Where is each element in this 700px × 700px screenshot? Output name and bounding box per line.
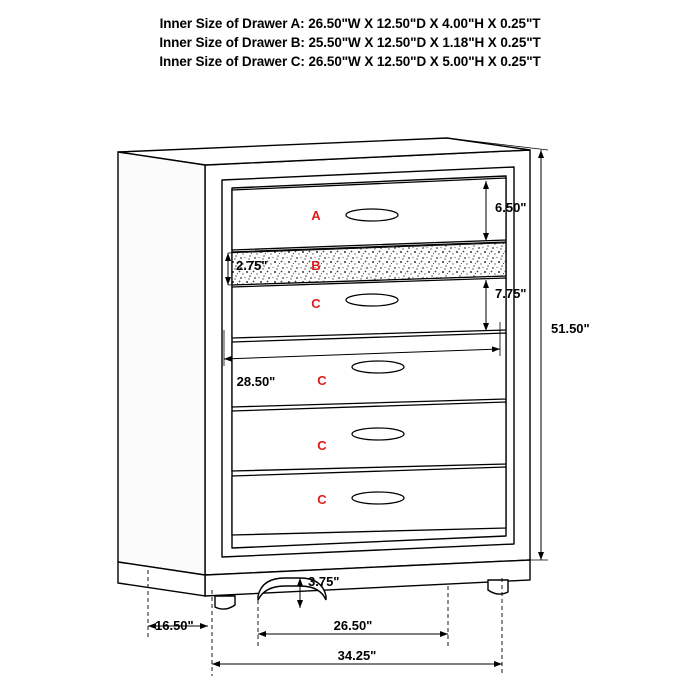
drawer-label-c2: C — [317, 373, 327, 388]
handle-c1 — [346, 294, 398, 306]
dim-text-drawer-a: 6.50" — [495, 200, 527, 215]
dim-text-base-width: 26.50" — [333, 618, 373, 633]
drawer-label-b: B — [311, 258, 321, 273]
spec-line-drawer-b: Inner Size of Drawer B: 25.50"W X 12.50"D X 1.18"H X 0.25"T — [159, 35, 541, 50]
spec-line-drawer-a: Inner Size of Drawer A: 26.50"W X 12.50"D X 4.00"H X 0.25"T — [159, 16, 541, 31]
drawer-label-c4: C — [317, 492, 327, 507]
spec-line-drawer-c: Inner Size of Drawer C: 26.50"W X 12.50"D X 5.00"H X 0.25"T — [159, 54, 541, 69]
drawer-fronts — [232, 178, 506, 535]
dim-text-drawer-width: 28.50" — [236, 374, 276, 389]
drawer-label-a: A — [311, 208, 321, 223]
dim-text-leg-height: 3.75" — [308, 574, 340, 589]
drawer-label-c3: C — [317, 438, 327, 453]
drawer-front-c1 — [232, 278, 506, 338]
handle-c3 — [352, 428, 404, 440]
dim-text-drawer-c: 7.75" — [495, 286, 527, 301]
handle-a — [346, 209, 398, 221]
dim-text-overall-height: 51.50" — [551, 321, 590, 336]
dim-text-drawer-b: 2.75" — [236, 258, 268, 273]
handle-c4 — [352, 492, 404, 504]
drawer-label-c1: C — [311, 296, 321, 311]
dim-text-overall-width: 34.25" — [337, 648, 377, 663]
dim-text-depth: 16.50" — [155, 618, 194, 633]
handle-c2 — [352, 361, 404, 373]
